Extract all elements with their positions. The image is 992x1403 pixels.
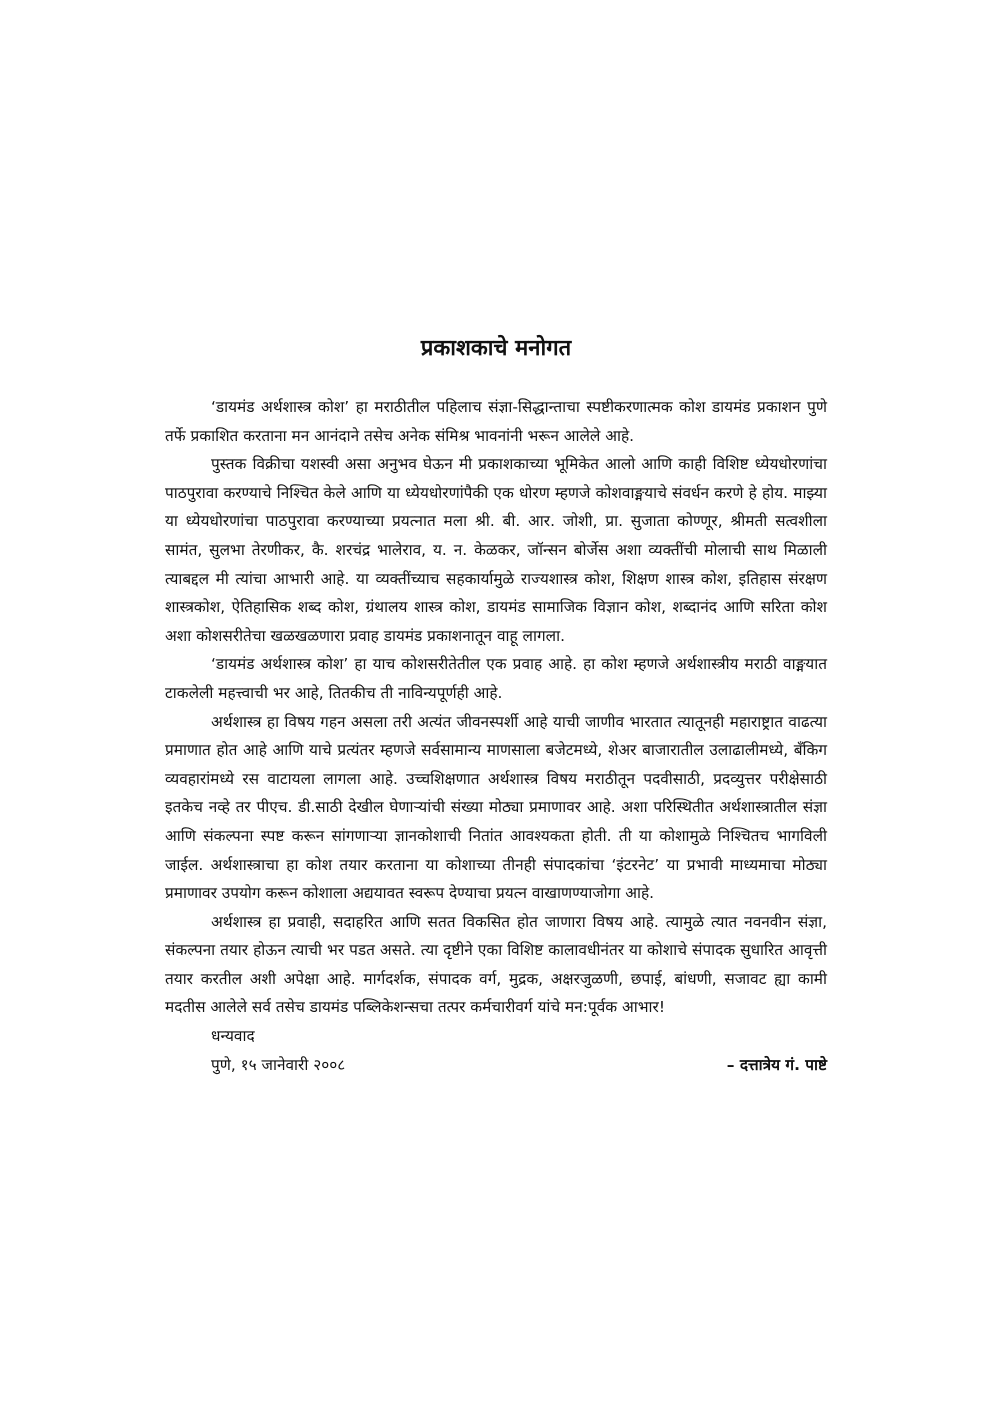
paragraph-2: पुस्तक विक्रीचा यशस्वी असा अनुभव घेऊन मी प्रकाशकाच्या भूमिकेत आलो आणि काही विशिष्ट ध्येयधोरणांचा पाठपुरावा करण्याचे निश्चित केले आणि या ध्येयधोरणांपैकी एक धोरण म्हणजे कोशवाङ्मयाचे संवर्धन करणे हे होय. माझ्या या ध्येयधोरणांचा पाठपुरावा करण्याच्या प्रयत्नात मला श्री. बी. आर. जोशी, प्रा. सुजाता कोण्णूर, श्रीमती सत्वशीला सामंत, सुलभा तेरणीकर, कै. शरचंद्र भालेराव, य. न. केळकर, जॉन्सन बोर्जेस अशा व्यक्तींची मोलाची साथ मिळाली त्याबद्दल मी त्यांचा आभारी आहे. या व्यक्तींच्याच सहकार्यामुळे राज्यशास्त्र कोश, शिक्षण शास्त्र कोश, इतिहास संरक्षण शास्त्रकोश, ऐतिहासिक शब्द कोश, ग्रंथालय शास्त्र कोश, डायमंड सामाजिक विज्ञान कोश, शब्दानंद आणि सरिता कोश अशा कोशसरीतेचा खळखळणारा प्रवाह डायमंड प्रकाशनातून वाहू लागला. <box>165 455 827 645</box>
paragraph-5: अर्थशास्त्र हा प्रवाही, सदाहरित आणि सतत विकसित होत जाणारा विषय आहे. त्यामुळे त्यात नवनवीन संज्ञा, संकल्पना तयार होऊन त्याची भर पडत असते. त्या दृष्टीने एका विशिष्ट कालावधीनंतर या कोशाचे संपादक सुधारित आवृत्ती तयार करतील अशी अपेक्षा आहे. मार्गदर्शक, संपादक वर्ग, मुद्रक, अक्षरजुळणी, छपाई, बांधणी, सजावट ह्या कामी मदतीस आलेले सर्व तसेच डायमंड पब्लिकेशन्सचा तत्पर कर्मचारीवर्ग यांचे मन:पूर्वक आभार! <box>165 912 827 1017</box>
paragraph-3: ‘डायमंड अर्थशास्त्र कोश’ हा याच कोशसरीतेतील एक प्रवाह आहे. हा कोश म्हणजे अर्थशास्त्रीय मराठी वाङ्मयात टाकलेली महत्त्वाची भर आहे, तितकीच ती नाविन्यपूर्णही आहे. <box>165 655 827 702</box>
paragraph-4: अर्थशास्त्र हा विषय गहन असला तरी अत्यंत जीवनस्पर्शी आहे याची जाणीव भारतात त्यातूनही महाराष्ट्रात वाढत्या प्रमाणात होत आहे आणि याचे प्रत्यंतर म्हणजे सर्वसामान्य माणसाला बजेटमध्ये, शेअर बाजारातील उलाढालीमध्ये, बँकिग व्यवहारांमध्ये रस वाटायला लागला आहे. उच्चशिक्षणात अर्थशास्त्र विषय मराठीतून पदवीसाठी, प्रदव्युत्तर परीक्षेसाठी इतकेच नव्हे तर पीएच. डी.साठी देखील घेणाऱ्यांची संख्या मोठ्या प्रमाणावर आहे. अशा परिस्थितीत अर्थशास्त्रातील संज्ञा आणि संकल्पना स्पष्ट करून सांगणाऱ्या ज्ञानकोशाची नितांत आवश्यकता होती. ती या कोशामुळे निश्चितच भागविली जाईल. अर्थशास्त्राचा हा कोश तयार करताना या कोशाच्या तीनही संपादकांचा ‘इंटरनेट’ या प्रभावी माध्यमाचा मोठ्या प्रमाणावर उपयोग करून कोशाला अद्ययावत स्वरूप देण्याचा प्रयत्न वाखाणण्याजोगा आहे. <box>165 712 827 903</box>
author-signature: – दत्तात्रेय गं. पाष्टे <box>726 1055 827 1074</box>
paragraph-1: ‘डायमंड अर्थशास्त्र कोश’ हा मराठीतील पहिलाच संज्ञा-सिद्धान्ताचा स्पष्टीकरणात्मक कोश डायमंड प्रकाशन पुणे तर्फे प्रकाशित करताना मन आनंदाने तसेच अनेक संमिश्र भावनांनी भरून आलेले आहे. <box>165 398 827 445</box>
closing-thanks: धन्यवाद <box>211 1027 255 1046</box>
document-body <box>165 393 827 1079</box>
signature-row <box>165 1051 827 1080</box>
page-title: प्रकाशकाचे मनोगत <box>420 336 572 361</box>
place-date: पुणे, १५ जानेवारी २००८ <box>211 1055 346 1074</box>
